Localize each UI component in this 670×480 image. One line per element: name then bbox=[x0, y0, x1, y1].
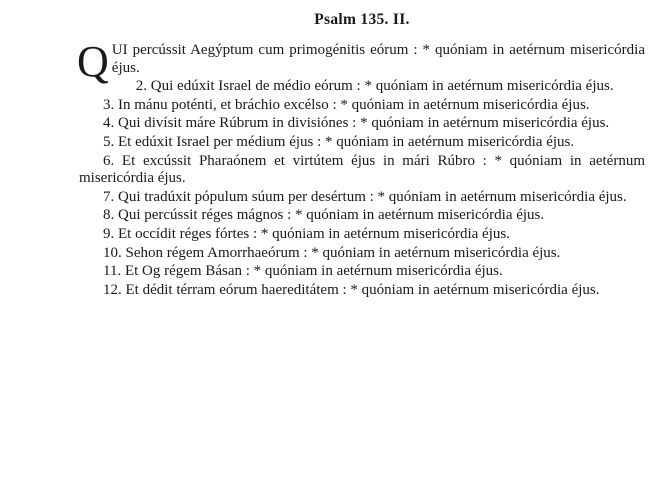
verse-11: 11. Et Og régem Básan : * quóniam in aetérnum misericórdia éjus. bbox=[103, 263, 503, 280]
verse-9: 9. Et occídit réges fórtes : * quóniam in aetérnum misericórdia éjus. bbox=[103, 225, 510, 242]
psalm-page bbox=[79, 10, 645, 299]
verse-5: 5. Et edúxit Israel per médium éjus : * quóniam in aetérnum misericórdia éjus. bbox=[103, 133, 575, 150]
verse-12: 12. Et dédit térram eórum haereditátem : * quóniam in aetérnum misericórdia éjus. bbox=[103, 281, 600, 298]
verse-1 bbox=[77, 37, 645, 86]
verse-2: 2. Qui edúxit Israel de médio eórum : * quóniam in aetérnum misericórdia éjus. bbox=[135, 78, 614, 95]
verse-3: 3. In mánu poténti, et bráchio excélso : * quóniam in aetérnum misericórdia éjus. bbox=[103, 96, 590, 113]
verse-1-text: UI percússit Aegýptum cum primogénitis eórum : * quóniam in aetérnum misericórdia éjus. bbox=[111, 42, 645, 76]
verse-4: 4. Qui divísit máre Rúbrum in divisiónes : * quóniam in aetérnum misericórdia éjus. bbox=[103, 115, 610, 132]
verse-7: 7. Qui tradúxit pópulum súum per desértum : * quóniam in aetérnum misericórdia éjus. bbox=[103, 188, 627, 205]
verse-10: 10. Sehon régem Amorrhaeórum : * quóniam in aetérnum misericórdia éjus. bbox=[103, 244, 561, 261]
drop-cap-initial: Q bbox=[77, 37, 109, 86]
psalm-title: Psalm 135. II. bbox=[314, 11, 410, 28]
verse-8: 8. Qui percússit réges mágnos : * quóniam in aetérnum misericórdia éjus. bbox=[103, 207, 545, 224]
verse-6: 6. Et excússit Pharaónem et virtútem éjus in mári Rúbro : * quóniam in aetérnum misericórdia éjus. bbox=[79, 152, 645, 187]
